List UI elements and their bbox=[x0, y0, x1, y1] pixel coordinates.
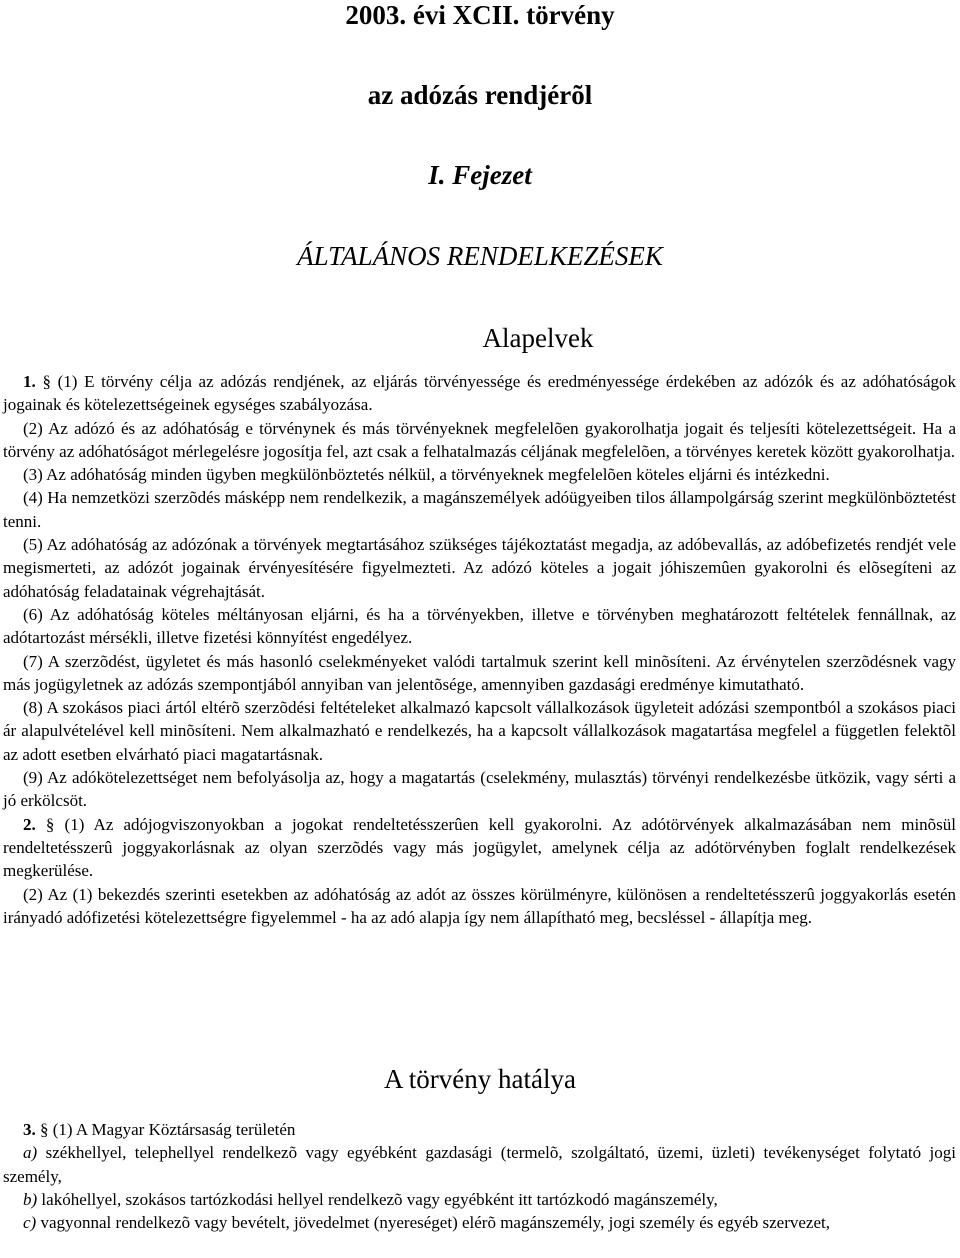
paragraph-1-4: (4) Ha nemzetközi szerzõdés másképp nem rendelkezik, a magánszemélyek adóügyeiben tilos állampolgárság szerint megkülönböztetést tenni. bbox=[3, 488, 956, 531]
law-subtitle: az adózás rendjérõl bbox=[367, 80, 593, 110]
law-title: 2003. évi XCII. törvény bbox=[345, 0, 615, 30]
section-sign: § bbox=[40, 1120, 49, 1139]
text-block-section-1-2 bbox=[3, 370, 956, 929]
paragraph-1-1 bbox=[3, 370, 956, 417]
paragraph-1-5: (5) Az adóhatóság az adózónak a törvények megtartásához szükséges tájékoztatást megadja, az adóbevallás, az adóbefizetés rendjét vele megismerteti, az adózót jogainak érvényesítésére figyelmezteti. Az adózó köteles a jogait jóhiszemûen gyakorolni és elõsegíteni az adóhatóság feladatainak végrehajtását. bbox=[3, 535, 956, 601]
section-heading-alapelvek: Alapelvek bbox=[482, 323, 594, 353]
paragraph-1-3: (3) Az adóhatóság minden ügyben megkülönböztetés nélkül, a törvényeknek megfelelõen köteles eljárni és intézkedni. bbox=[23, 465, 830, 485]
section-number: 1. bbox=[23, 372, 36, 391]
section-heading-hataly: A törvény hatálya bbox=[384, 1064, 576, 1094]
list-text: lakóhellyel, szokásos tartózkodási hellyel rendelkezõ vagy egyébként itt tartózkodó magánszemély, bbox=[41, 1189, 718, 1209]
list-letter: c) bbox=[23, 1213, 37, 1233]
paragraph-text: (1) A Magyar Köztársaság területén bbox=[52, 1120, 296, 1139]
section-sign: § bbox=[42, 372, 51, 391]
paragraph-text: (1) Az adójogviszonyokban a jogokat rendeltetésszerûen kell gyakorolni. Az adótörvények alkalmazásában nem minõsül rendeltetésszerû joggyakorlásnak az olyan szerzõdés vagy más jogügylet, amelynek célja az adótörvényben foglalt rendelkezések megkerülése. bbox=[3, 814, 957, 881]
section-number: 2. bbox=[23, 814, 36, 834]
paragraph-1-9: (9) Az adókötelezettséget nem befolyásolja az, hogy a magatartás (cselekmény, mulasztás) törvényi rendelkezésbe ütközik, vagy sérti a jó erkölcsöt. bbox=[3, 768, 956, 811]
paragraph-3-1 bbox=[3, 1118, 956, 1141]
list-item-c bbox=[3, 1211, 956, 1234]
list-item-b bbox=[3, 1188, 956, 1211]
paragraph-2-2: (2) Az (1) bekezdés szerinti esetekben az adóhatóság az adót az összes körülményre, különösen a rendeltetésszerû joggyakorlás esetén irányadó adófizetési kötelezettségre figyelemmel - ha az adó alapja így nem állapítható meg, becsléssel - állapítja meg. bbox=[3, 884, 956, 927]
text-block-section-3 bbox=[3, 1118, 956, 1234]
section-number: 3. bbox=[23, 1120, 36, 1139]
chapter-heading: I. Fejezet bbox=[428, 160, 532, 190]
paragraph-1-6: (6) Az adóhatóság köteles méltányosan eljárni, és ha a törvényekben, illetve e törvényben meghatározott feltételek fennállnak, az adótartozást mérsékli, illetve fizetési könnyítést engedélyez. bbox=[3, 604, 956, 648]
paragraph-1-7: (7) A szerzõdést, ügyletet és más hasonló cselekményeket valódi tartalmuk szerint kell minõsíteni. Az érvénytelen szerzõdésnek vagy más jogügyletnek az adózás szempontjából annyiban van jelentõsége, amennyiben gazdasági eredménye kimutatható. bbox=[3, 651, 956, 694]
paragraph-2-1 bbox=[3, 813, 956, 883]
paragraph-1-2: (2) Az adózó és az adóhatóság e törvénynek és más törvényeknek megfelelõen gyakorolhatja jogait és teljesíti kötelezettségeit. Ha a törvény az adóhatóságot mérlegelésre jogosítja fel, azt csak a felhatalmazás céljának megfelelõen, a törvényes keretek között gyakorolhatja. bbox=[3, 418, 956, 461]
list-letter: a) bbox=[23, 1143, 38, 1163]
list-text: vagyonnal rendelkezõ vagy bevételt, jövedelmet (nyereséget) elérõ magánszemély, jogi személy és egyéb szervezet, bbox=[40, 1213, 830, 1233]
paragraph-text: (1) E törvény célja az adózás rendjének, az eljárás törvényessége és eredményessége érdekében az adózók és az adóhatóságok jogainak és kötelezettségeinek egységes szabályozása. bbox=[3, 372, 957, 415]
chapter-title: ÁLTALÁNOS RENDELKEZÉSEK bbox=[297, 241, 663, 271]
list-letter: b) bbox=[23, 1189, 38, 1209]
list-text: székhellyel, telephellyel rendelkezõ vagy egyébként gazdasági (termelõ, szolgáltató, üzemi, üzleti) tevékenységet folytató jogi személy, bbox=[3, 1143, 956, 1186]
section-sign: § bbox=[45, 814, 55, 834]
list-item-a bbox=[3, 1141, 956, 1188]
paragraph-1-8: (8) A szokásos piaci ártól eltérõ szerzõdési feltételeket alkalmazó kapcsolt vállalkozások ügyleteit adózási szempontból a szokásos piaci ár alapulvételével kell minõsíteni. Nem alkalmazható e rendelkezés, ha a kapcsolt vállalkozások magatartása megfelel a független felektõl az adott esetben elvárható piaci magatartásnak. bbox=[3, 698, 956, 764]
